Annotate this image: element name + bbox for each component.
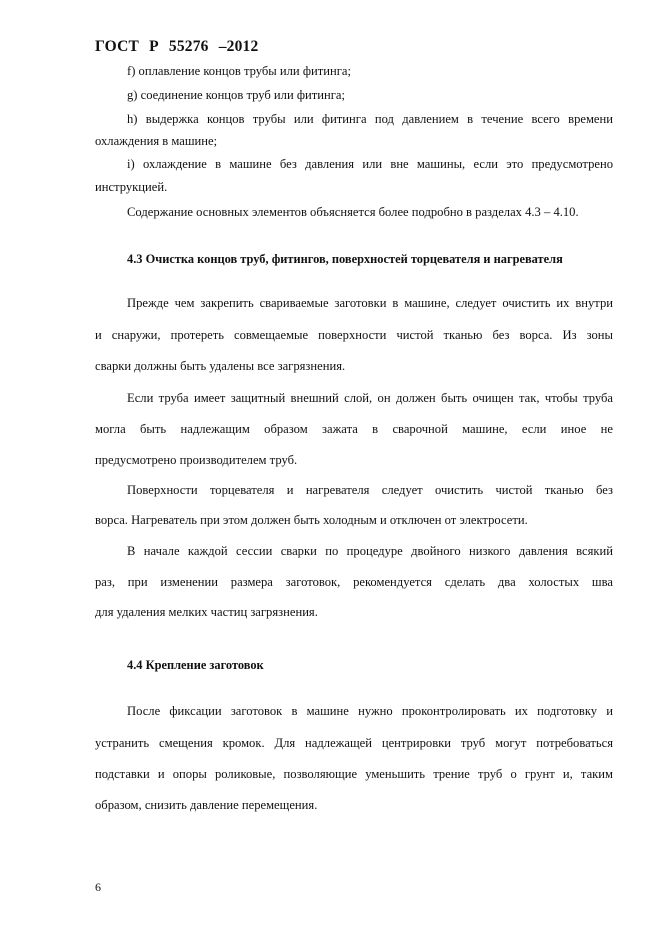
section-heading-4-4: 4.4 Крепление заготовок	[127, 658, 264, 672]
list-item-g: g) соединение концов труб или фитинга;	[127, 88, 345, 102]
paragraph-line: раз, при изменении размера заготовок, рекомендуется сделать два холостых шва	[95, 575, 613, 589]
paragraph-line: сварки должны быть удалены все загрязнения.	[95, 359, 346, 373]
paragraph-line: предусмотрено производителем труб.	[95, 453, 298, 467]
paragraph-line: могла быть надлежащим образом зажата в сварочной машине, если иное не	[95, 422, 613, 436]
page-number: 6	[95, 880, 101, 894]
list-item-f: f) оплавление концов трубы или фитинга;	[127, 64, 351, 78]
section-heading-4-3: 4.3 Очистка концов труб, фитингов, поверхностей торцевателя и нагревателя	[127, 252, 563, 266]
paragraph-line: После фиксации заготовок в машине нужно проконтролировать их подготовку и	[127, 704, 613, 718]
document-header: ГОСТ Р 55276 –2012	[95, 38, 259, 55]
paragraph-line: Прежде чем закрепить свариваемые заготовки в машине, следует очистить их внутри	[127, 296, 613, 310]
list-item-h-continuation: охлаждения в машине;	[95, 134, 218, 148]
paragraph-line: подставки и опоры роликовые, позволяющие уменьшить трение труб о грунт и, таким	[95, 767, 613, 781]
summary-paragraph: Содержание основных элементов объясняется более подробно в разделах 4.3 – 4.10.	[127, 205, 579, 219]
paragraph-line: образом, снизить давление перемещения.	[95, 798, 318, 812]
paragraph-line: ворса. Нагреватель при этом должен быть холодным и отключен от электросети.	[95, 513, 528, 527]
list-item-i: i) охлаждение в машине без давления или вне машины, если это предусмотрено	[127, 157, 613, 171]
paragraph-line: и снаружи, протереть совмещаемые поверхности чистой тканью без ворса. Из зоны	[95, 328, 613, 342]
paragraph-line: Поверхности торцевателя и нагревателя следует очистить чистой тканью без	[127, 483, 613, 497]
list-item-h: h) выдержка концов трубы или фитинга под давлением в течение всего времени	[127, 112, 613, 126]
paragraph-line: Если труба имеет защитный внешний слой, он должен быть очищен так, чтобы труба	[127, 391, 613, 405]
paragraph-line: устранить смещения кромок. Для надлежащей центрировки труб могут потребоваться	[95, 736, 613, 750]
paragraph-line: для удаления мелких частиц загрязнения.	[95, 605, 318, 619]
list-item-i-continuation: инструкцией.	[95, 180, 168, 194]
paragraph-line: В начале каждой сессии сварки по процедуре двойного низкого давления всякий	[127, 544, 613, 558]
